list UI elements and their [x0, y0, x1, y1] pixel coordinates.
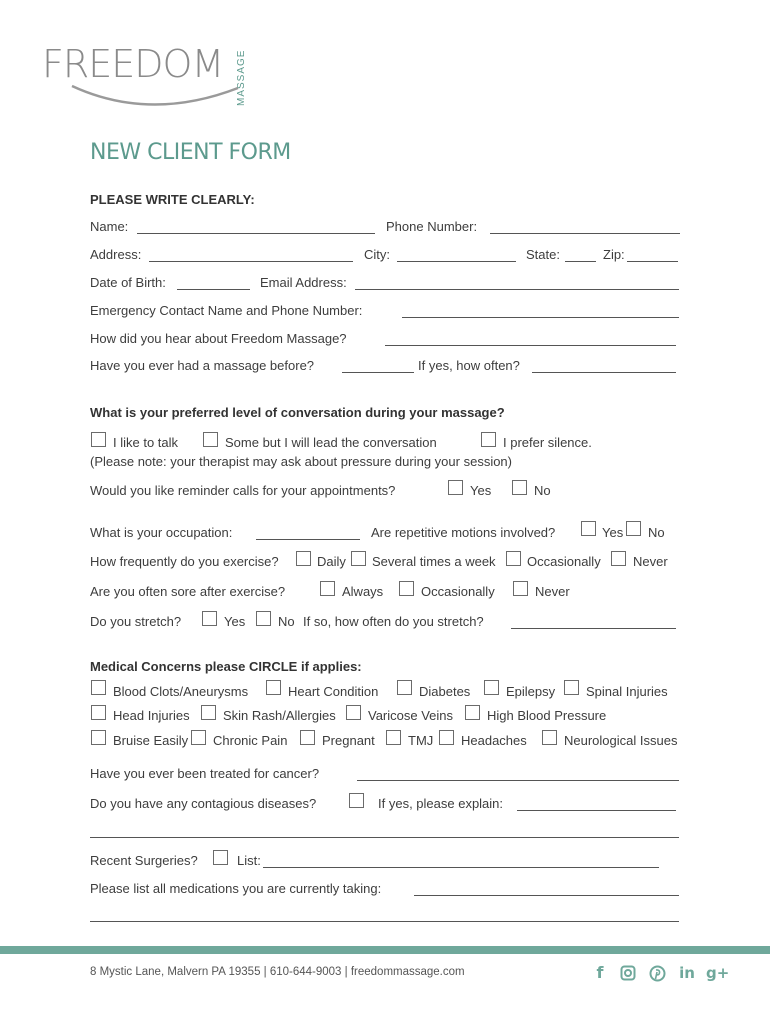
medical-checkbox[interactable] — [201, 705, 216, 720]
facebook-icon[interactable]: f — [596, 963, 604, 982]
medical-checkbox[interactable] — [439, 730, 454, 745]
pressure-note: (Please note: your therapist may ask about pressure during your session) — [90, 454, 512, 469]
page-title: NEW CLIENT FORM — [90, 140, 291, 165]
dob-field[interactable] — [177, 289, 250, 290]
talk-checkbox[interactable] — [91, 432, 106, 447]
medical-varicose: Varicose Veins — [368, 708, 454, 723]
surgeries-label: Recent Surgeries? — [90, 853, 198, 868]
contagious-extra-line[interactable] — [90, 837, 679, 838]
footer-contact: 8 Mystic Lane, Malvern PA 19355 | 610-644-9003 | freedommassage.com — [90, 966, 465, 978]
repetitive-yes-checkbox[interactable] — [581, 521, 596, 536]
medical-checkbox[interactable] — [564, 680, 579, 695]
logo-swoosh — [70, 82, 240, 110]
reminder-yes-checkbox[interactable] — [448, 480, 463, 495]
surgeries-list-label: List: — [237, 853, 261, 868]
medical-head: Head Injuries — [113, 708, 190, 723]
how-often-field[interactable] — [532, 372, 676, 373]
phone-field[interactable] — [490, 233, 680, 234]
pinterest-icon[interactable] — [647, 963, 667, 983]
medications-field[interactable] — [414, 895, 679, 896]
medical-epilepsy: Epilepsy — [506, 684, 556, 699]
address-label: Address: — [90, 247, 142, 262]
emergency-label: Emergency Contact Name and Phone Number: — [90, 303, 363, 318]
cancer-label: Have you ever been treated for cancer? — [90, 766, 320, 781]
hear-label: How did you hear about Freedom Massage? — [90, 331, 347, 346]
medical-checkbox[interactable] — [484, 680, 499, 695]
emergency-field[interactable] — [402, 317, 679, 318]
sore-label: Are you often sore after exercise? — [90, 584, 286, 599]
google-plus-icon[interactable]: g+ — [706, 964, 730, 982]
medical-checkbox[interactable] — [266, 680, 281, 695]
medical-checkbox[interactable] — [542, 730, 557, 745]
address-field[interactable] — [149, 261, 353, 262]
name-label: Name: — [90, 219, 129, 234]
reminder-no-label: No — [534, 483, 551, 498]
footer-bar — [0, 946, 770, 954]
some-talk-checkbox[interactable] — [203, 432, 218, 447]
reminder-yes-label: Yes — [470, 483, 492, 498]
how-often-label: If yes, how often? — [418, 358, 520, 373]
instruction: PLEASE WRITE CLEARLY: — [90, 192, 255, 207]
email-field[interactable] — [355, 289, 679, 290]
medical-blood-clots: Blood Clots/Aneurysms — [113, 684, 249, 699]
exercise-never-checkbox[interactable] — [611, 551, 626, 566]
medical-diabetes: Diabetes — [419, 684, 471, 699]
sore-always-label: Always — [342, 584, 384, 599]
dob-label: Date of Birth: — [90, 275, 166, 290]
medical-skin: Skin Rash/Allergies — [223, 708, 336, 723]
name-field[interactable] — [137, 233, 375, 234]
reminder-no-checkbox[interactable] — [512, 480, 527, 495]
logo-subtext: MASSAGE — [236, 49, 247, 106]
medical-checkbox[interactable] — [386, 730, 401, 745]
contagious-explain-label: If yes, please explain: — [378, 796, 504, 811]
medical-checkbox[interactable] — [397, 680, 412, 695]
exercise-daily-checkbox[interactable] — [296, 551, 311, 566]
medical-heading: Medical Concerns please CIRCLE if applies: — [90, 659, 362, 674]
stretch-label: Do you stretch? — [90, 614, 182, 629]
phone-label: Phone Number: — [386, 219, 478, 234]
medical-headaches: Headaches — [461, 733, 527, 748]
email-label: Email Address: — [260, 275, 347, 290]
stretch-often-label: If so, how often do you stretch? — [303, 614, 484, 629]
medical-heart: Heart Condition — [288, 684, 379, 699]
medical-checkbox[interactable] — [465, 705, 480, 720]
state-label: State: — [526, 247, 560, 262]
silence-label: I prefer silence. — [503, 435, 592, 450]
surgeries-checkbox[interactable] — [213, 850, 228, 865]
zip-label: Zip: — [603, 247, 625, 262]
logo-wordmark: FREEDOM — [42, 42, 224, 86]
contagious-label: Do you have any contagious diseases? — [90, 796, 317, 811]
medical-spinal: Spinal Injuries — [586, 684, 668, 699]
hear-field[interactable] — [385, 345, 676, 346]
occupation-label: What is your occupation: — [90, 525, 233, 540]
had-massage-field[interactable] — [342, 372, 414, 373]
instagram-icon[interactable] — [618, 963, 638, 983]
exercise-several-label: Several times a week — [372, 554, 496, 569]
stretch-no-label: No — [278, 614, 295, 629]
exercise-daily-label: Daily — [317, 554, 346, 569]
cancer-field[interactable] — [357, 780, 679, 781]
contagious-explain-field[interactable] — [517, 810, 676, 811]
exercise-label: How frequently do you exercise? — [90, 554, 279, 569]
had-massage-label: Have you ever had a massage before? — [90, 358, 315, 373]
exercise-occasionally-label: Occasionally — [527, 554, 601, 569]
silence-checkbox[interactable] — [481, 432, 496, 447]
stretch-yes-label: Yes — [224, 614, 246, 629]
city-field[interactable] — [397, 261, 516, 262]
medical-tmj: TMJ — [408, 733, 434, 748]
occupation-field[interactable] — [256, 539, 360, 540]
sore-never-checkbox[interactable] — [513, 581, 528, 596]
medical-checkbox[interactable] — [91, 730, 106, 745]
repetitive-yes-label: Yes — [602, 525, 624, 540]
exercise-occasionally-checkbox[interactable] — [506, 551, 521, 566]
medical-checkbox[interactable] — [346, 705, 361, 720]
sore-never-label: Never — [535, 584, 570, 599]
sore-always-checkbox[interactable] — [320, 581, 335, 596]
linkedin-icon[interactable]: in — [679, 964, 695, 982]
repetitive-no-label: No — [648, 525, 665, 540]
sore-occasionally-checkbox[interactable] — [399, 581, 414, 596]
medical-neurological: Neurological Issues — [564, 733, 678, 748]
medical-checkbox[interactable] — [300, 730, 315, 745]
medical-checkbox[interactable] — [91, 680, 106, 695]
exercise-several-checkbox[interactable] — [351, 551, 366, 566]
medical-chronic-pain: Chronic Pain — [213, 733, 288, 748]
some-talk-label: Some but I will lead the conversation — [225, 435, 437, 450]
stretch-often-field[interactable] — [511, 628, 676, 629]
repetitive-no-checkbox[interactable] — [626, 521, 641, 536]
conversation-heading: What is your preferred level of conversation during your massage? — [90, 405, 505, 420]
repetitive-label: Are repetitive motions involved? — [371, 525, 556, 540]
state-field[interactable] — [565, 261, 596, 262]
stretch-yes-checkbox[interactable] — [202, 611, 217, 626]
contagious-checkbox[interactable] — [349, 793, 364, 808]
reminder-label: Would you like reminder calls for your appointments? — [90, 483, 396, 498]
talk-label: I like to talk — [113, 435, 179, 450]
city-label: City: — [364, 247, 390, 262]
medical-checkbox[interactable] — [91, 705, 106, 720]
medical-checkbox[interactable] — [191, 730, 206, 745]
sore-occasionally-label: Occasionally — [421, 584, 495, 599]
medications-label: Please list all medications you are currently taking: — [90, 881, 382, 896]
surgeries-list-field[interactable] — [263, 867, 659, 868]
medications-extra-line[interactable] — [90, 921, 679, 922]
medical-blood-pressure: High Blood Pressure — [487, 708, 607, 723]
exercise-never-label: Never — [633, 554, 668, 569]
stretch-no-checkbox[interactable] — [256, 611, 271, 626]
medical-bruise: Bruise Easily — [113, 733, 189, 748]
medical-pregnant: Pregnant — [322, 733, 375, 748]
zip-field[interactable] — [627, 261, 678, 262]
